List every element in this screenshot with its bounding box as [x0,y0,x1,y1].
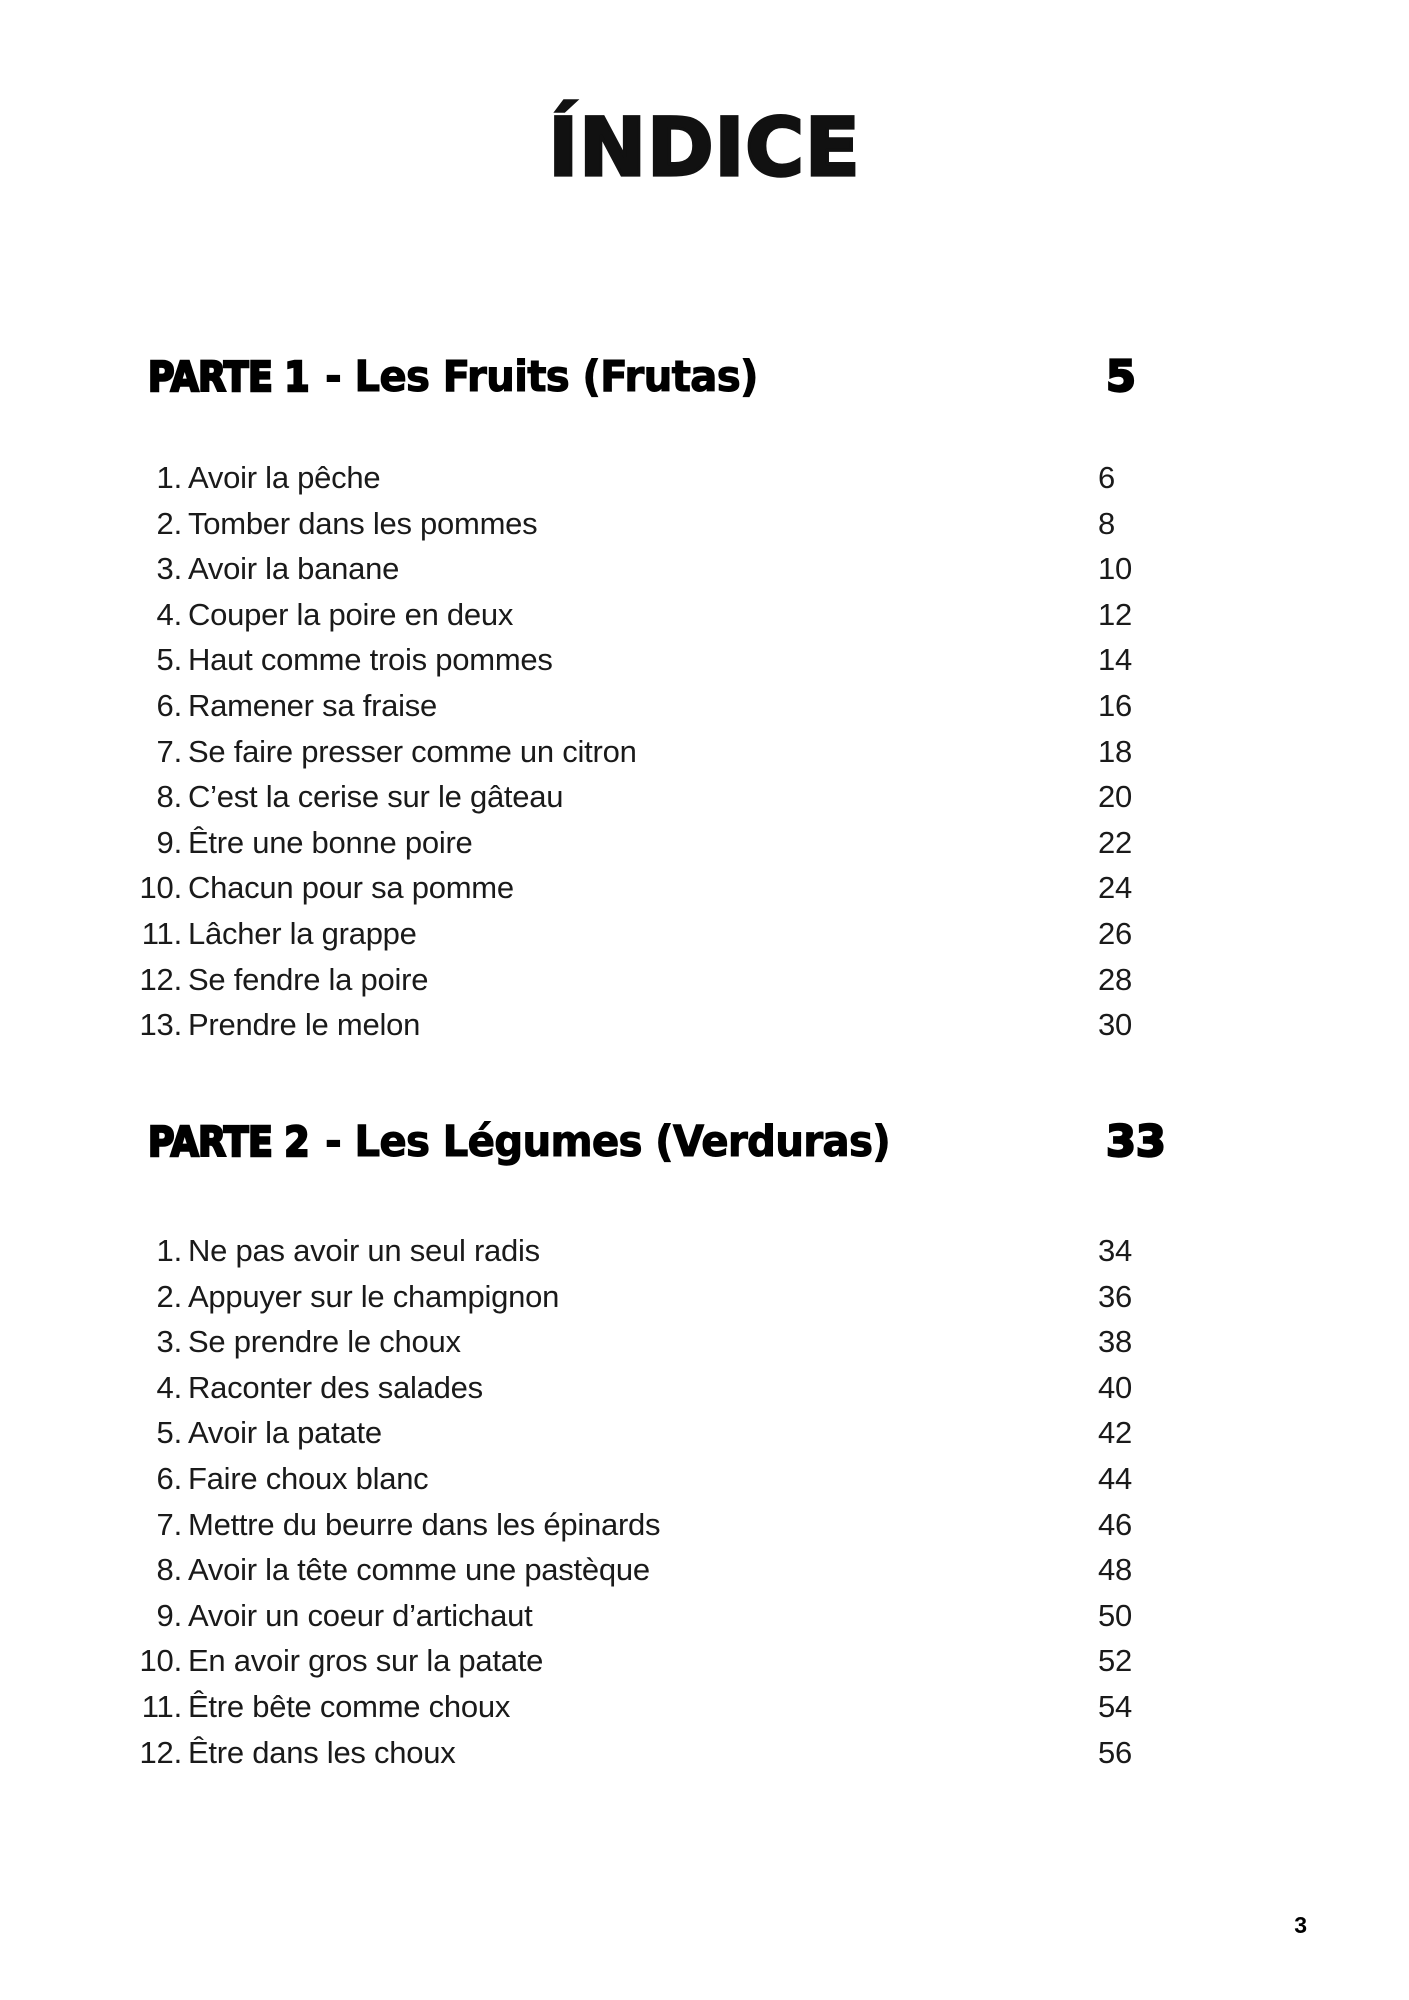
entry-number: 8. [156,779,182,815]
toc-entry[interactable] [0,1365,1409,1411]
toc-entries-part-1 [0,455,1409,1048]
entry-title: C’est la cerise sur le gâteau [188,779,564,815]
section-part-name: - Les Légumes (Verduras) [325,1117,891,1167]
entry-page: 26 [1098,915,1133,951]
entry-page: 40 [1098,1369,1133,1405]
toc-entry[interactable] [0,820,1409,866]
entry-number: 2. [156,505,182,541]
entry-page: 56 [1098,1734,1133,1770]
section-part-name: - Les Fruits (Frutas) [325,352,758,402]
toc-entry[interactable] [0,1593,1409,1639]
entry-number: 2. [156,1278,182,1314]
entry-title: Avoir la banane [188,551,400,587]
entry-title: Se prendre le choux [188,1324,461,1360]
entry-title: Ne pas avoir un seul radis [188,1233,540,1268]
entry-page: 16 [1098,687,1133,723]
entry-page: 44 [1098,1460,1133,1496]
toc-entry[interactable] [0,1274,1409,1320]
toc-entry[interactable] [0,1684,1409,1730]
entry-page: 20 [1098,779,1133,815]
entry-page: 50 [1098,1597,1133,1633]
toc-entry[interactable] [0,683,1409,729]
entry-title: Avoir la patate [188,1415,382,1451]
entry-title: Chacun pour sa pomme [188,870,514,906]
entry-page: 30 [1098,1007,1133,1043]
entry-number: 4. [156,1369,182,1405]
entry-page: 22 [1098,824,1133,860]
entry-title: Prendre le melon [188,1007,421,1043]
entry-title: Ramener sa fraise [188,687,438,723]
entry-page: 8 [1098,505,1116,541]
entry-number: 13. [139,1007,182,1043]
toc-entry[interactable] [0,592,1409,638]
entry-title: Couper la poire en deux [188,596,514,632]
entry-page: 10 [1098,551,1133,587]
entry-page: 54 [1098,1688,1133,1724]
toc-entry[interactable] [0,911,1409,957]
entry-title: Avoir la tête comme une pastèque [188,1552,650,1588]
entry-number: 1. [156,460,182,495]
entry-title: Raconter des salades [188,1369,483,1405]
section-heading-text [148,340,785,424]
entry-title: Être dans les choux [188,1734,456,1770]
entry-number: 4. [156,596,182,632]
entry-title: Lâcher la grappe [188,915,417,951]
entry-number: 12. [139,1734,182,1770]
section-part-label: PARTE 1 [148,353,310,401]
entry-title: Tomber dans les pommes [188,505,538,541]
toc-entry[interactable] [0,729,1409,775]
section-page-number: 5 [1106,352,1136,402]
toc-entry[interactable] [0,865,1409,911]
entry-title: Être bête comme choux [188,1688,511,1724]
entry-number: 5. [156,642,182,678]
toc-entry[interactable] [0,637,1409,683]
entry-page: 14 [1098,642,1133,678]
entry-page: 6 [1098,460,1116,495]
entry-number: 8. [156,1552,182,1588]
entry-number: 6. [156,1460,182,1496]
entry-number: 9. [156,824,182,860]
entry-page: 36 [1098,1278,1133,1314]
entry-page: 46 [1098,1506,1133,1542]
section-part-label: PARTE 2 [148,1118,310,1166]
entry-number: 11. [141,915,182,951]
entry-page: 18 [1098,733,1133,769]
section-page-number: 33 [1106,1117,1166,1167]
section-heading-row [148,1105,1289,1179]
page-folio-number: 3 [1294,1912,1307,1938]
toc-entry[interactable] [0,1228,1409,1274]
toc-entry[interactable] [0,957,1409,1003]
toc-entry[interactable] [0,501,1409,547]
entry-number: 3. [156,1324,182,1360]
toc-entry[interactable] [0,546,1409,592]
entry-number: 7. [156,1506,182,1542]
entry-title: Mettre du beurre dans les épinards [188,1506,661,1542]
section-heading-text [148,1105,926,1189]
toc-entry[interactable] [0,774,1409,820]
toc-entry[interactable] [0,1730,1409,1776]
entry-number: 10. [139,870,182,906]
toc-entry[interactable] [0,1638,1409,1684]
entry-page: 48 [1098,1552,1133,1588]
entry-number: 1. [156,1233,182,1268]
toc-entry[interactable] [0,1502,1409,1548]
entry-title: Appuyer sur le champignon [188,1278,560,1314]
entry-title: Être une bonne poire [188,824,473,860]
entry-number: 9. [156,1597,182,1633]
entry-page: 42 [1098,1415,1133,1451]
entry-number: 12. [139,961,182,997]
entry-page: 34 [1098,1233,1133,1268]
entry-number: 5. [156,1415,182,1451]
entry-page: 38 [1098,1324,1133,1360]
entry-page: 28 [1098,961,1133,997]
page-title: ÍNDICE [548,101,861,194]
entry-number: 3. [156,551,182,587]
toc-entries-part-2 [0,1228,1409,1775]
entry-number: 11. [141,1688,182,1724]
entry-title: En avoir gros sur la patate [188,1643,544,1679]
entry-number: 7. [156,733,182,769]
entry-title: Avoir la pêche [188,460,381,495]
entry-title: Avoir un coeur d’artichaut [188,1597,533,1633]
toc-entry[interactable] [0,1410,1409,1456]
toc-entry[interactable] [0,1002,1409,1048]
entry-title: Se fendre la poire [188,961,429,997]
entry-title: Faire choux blanc [188,1460,429,1496]
entry-page: 12 [1098,596,1133,632]
entry-page: 52 [1098,1643,1133,1679]
section-part-1 [0,340,1409,414]
section-part-2 [0,1105,1409,1179]
toc-entry[interactable] [0,1456,1409,1502]
toc-entry[interactable] [0,1319,1409,1365]
toc-entry[interactable] [0,1547,1409,1593]
entry-number: 10. [139,1643,182,1679]
entry-title: Haut comme trois pommes [188,642,553,678]
section-heading-row [148,340,1289,414]
toc-entry[interactable] [0,455,1409,501]
entry-page: 24 [1098,870,1133,906]
entry-number: 6. [156,687,182,723]
entry-title: Se faire presser comme un citron [188,733,637,769]
